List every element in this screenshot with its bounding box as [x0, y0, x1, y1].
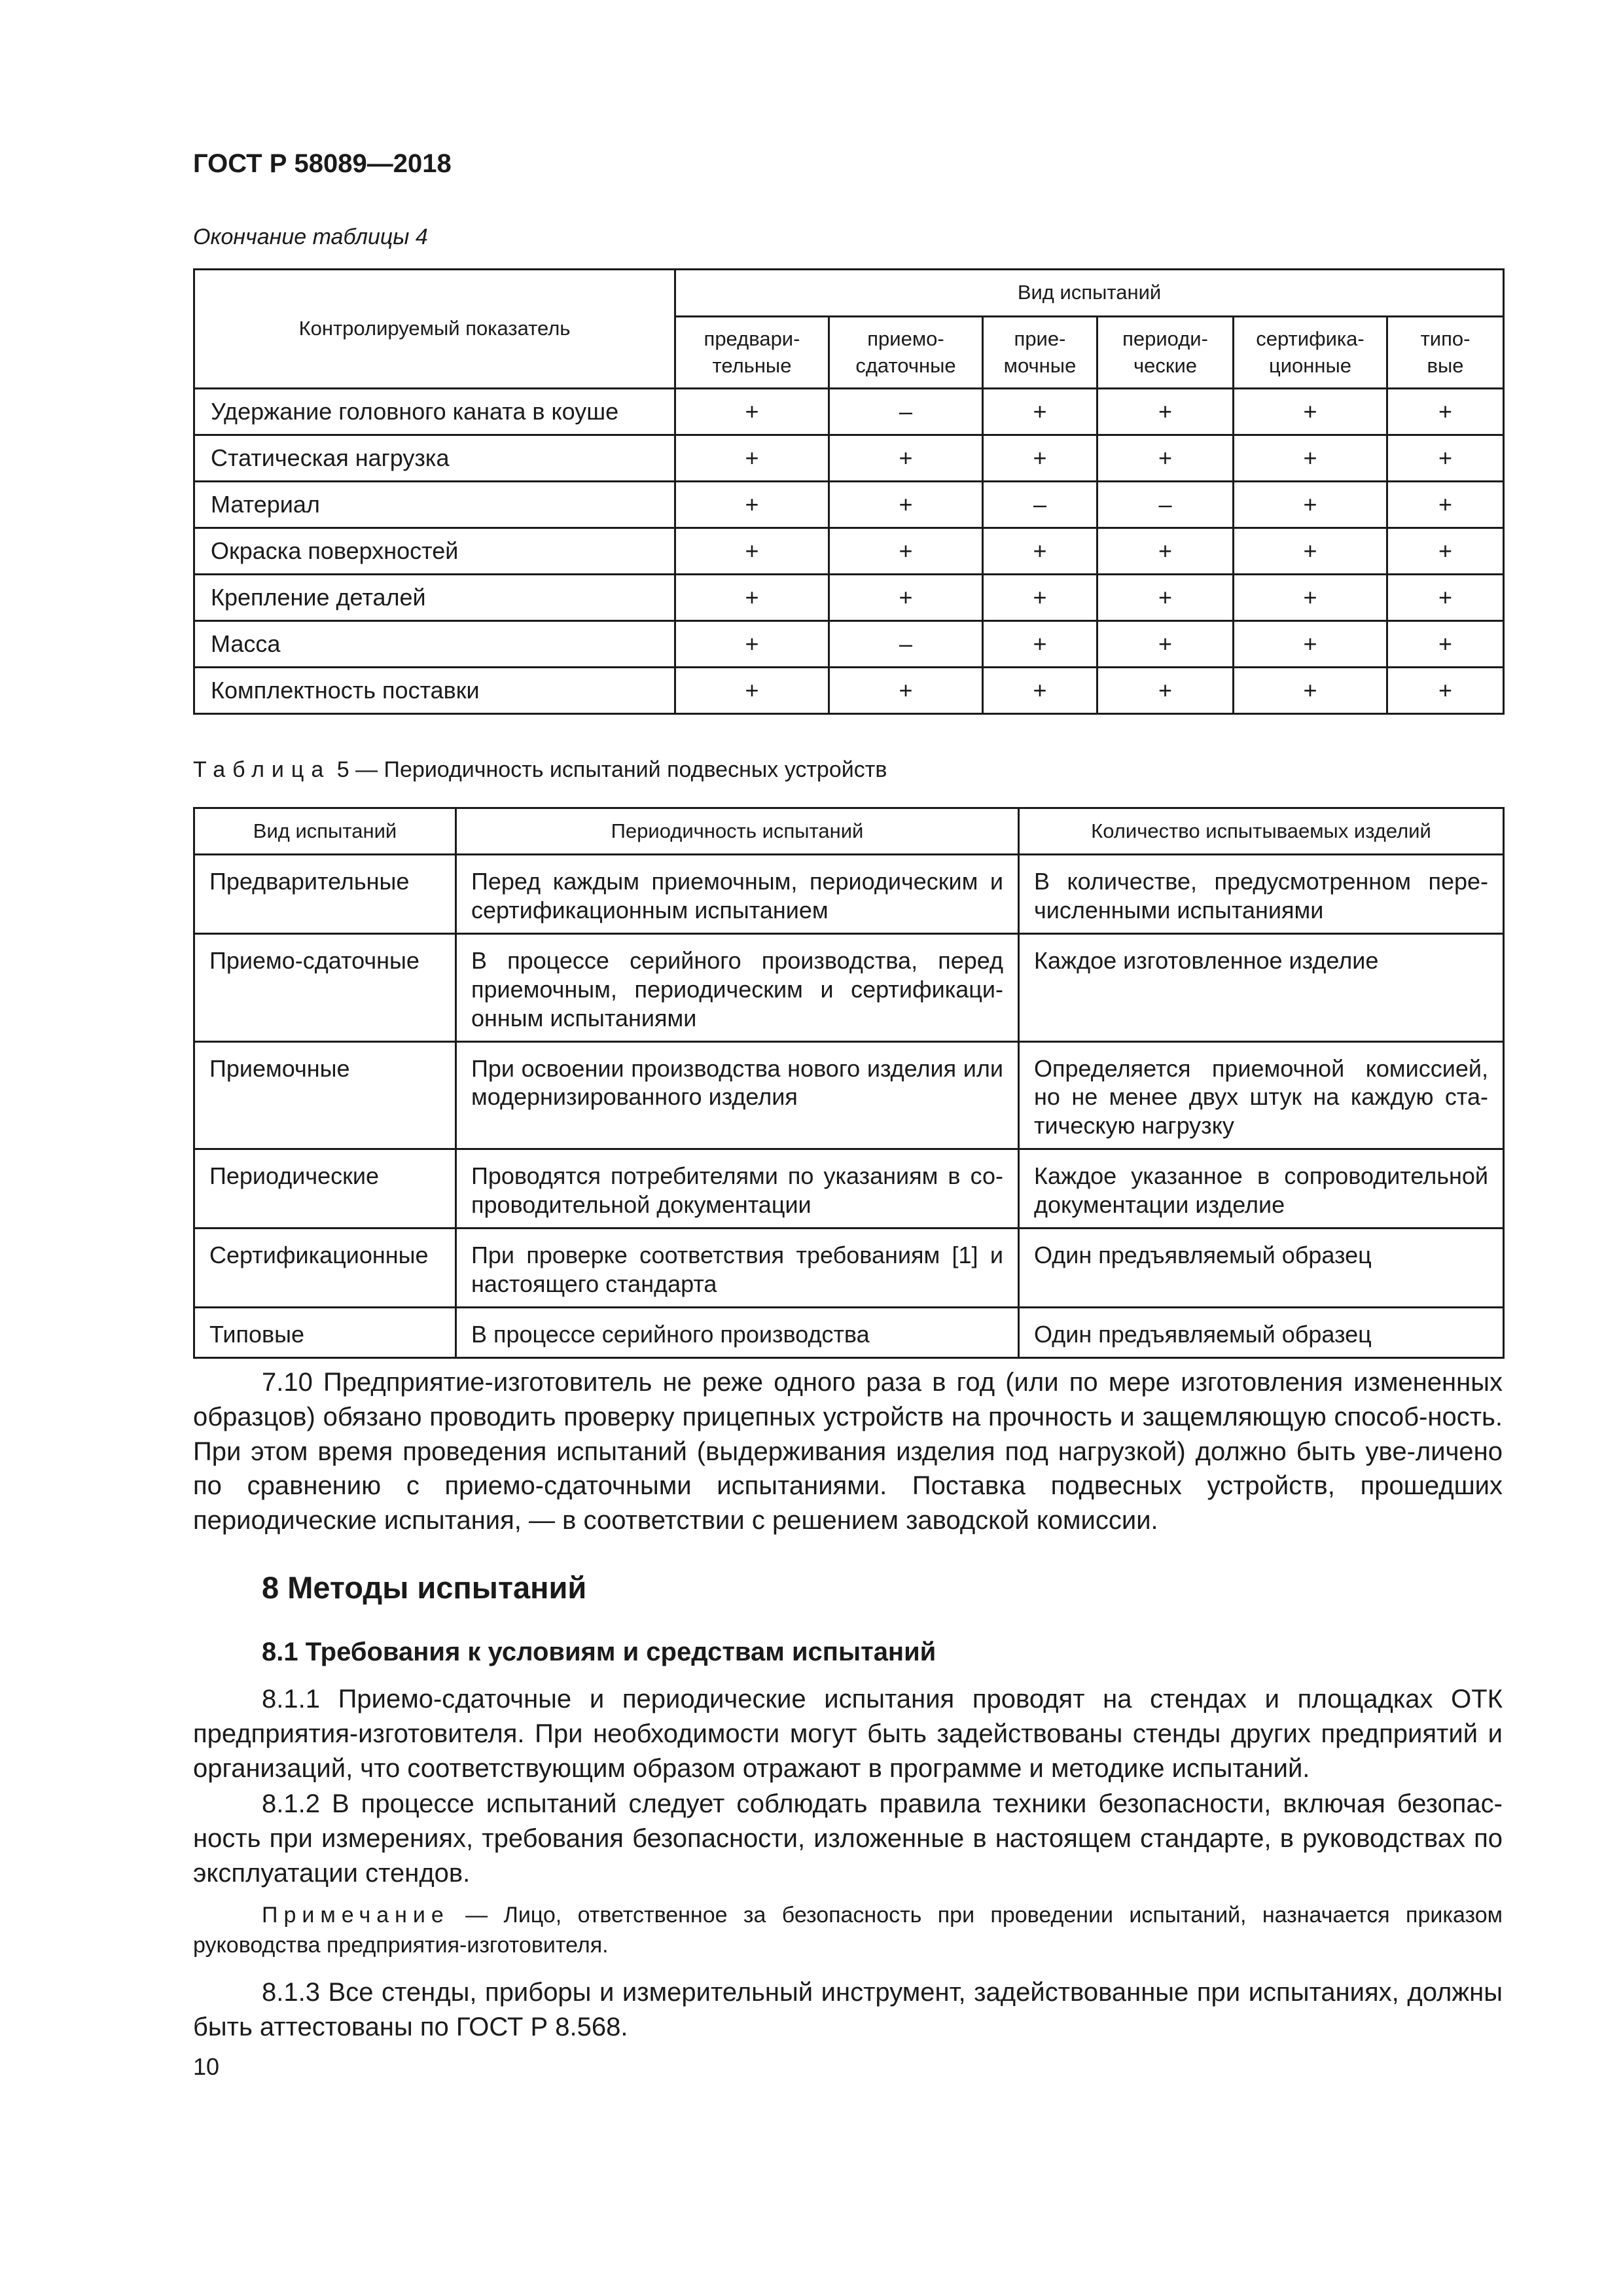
table-4: [193, 268, 1505, 715]
section-8-1-heading: 8.1 Требования к условиям и средствам испытаний: [262, 1638, 936, 1666]
table4-mark-cell: +: [829, 482, 983, 528]
table4-mark-cell: +: [1097, 621, 1234, 668]
table5-column-header: Количество испытываемых изделий: [1019, 808, 1504, 855]
table4-mark-cell: +: [1387, 575, 1504, 621]
table5-cell: При проверке соответствия требованиям [1] и настоящего стандарта: [456, 1229, 1019, 1308]
table-row: [194, 435, 1504, 482]
table4-column-header-line: тельные: [712, 353, 792, 377]
table4-mark-cell: –: [829, 621, 983, 668]
table4-mark-cell: +: [829, 435, 983, 482]
table4-column-header-line: ческие: [1133, 353, 1197, 377]
table-row: [194, 1041, 1504, 1149]
page-number: 10: [193, 2053, 220, 2080]
table4-mark-cell: +: [1387, 389, 1504, 435]
paragraph-8-1-1: 8.1.1 Приемо-сдаточные и периодические испытания проводят на стендах и площадках ОТК предприятия-изготовителя. При необходимости могут быть задействованы стенды других предприятий и организаций, что соответствующим образом отражают в программе и методике испытаний.: [193, 1685, 1503, 1783]
table4-mark-cell: +: [675, 575, 829, 621]
table4-mark-cell: +: [983, 528, 1097, 575]
table5-cell: При освоении производства нового изделия или модернизированного изделия: [456, 1041, 1019, 1149]
table4-mark-cell: +: [1234, 575, 1387, 621]
table4-mark-cell: +: [1387, 668, 1504, 714]
table4-mark-cell: +: [1387, 621, 1504, 668]
table5-cell: В процессе серийного производства: [456, 1307, 1019, 1357]
table4-mark-cell: +: [1234, 435, 1387, 482]
table4-row-label: Материал: [194, 482, 675, 528]
table4-column-header: [675, 317, 829, 389]
table4-mark-cell: +: [829, 575, 983, 621]
table4-mark-cell: +: [1234, 668, 1387, 714]
paragraph-8-1-3: 8.1.3 Все стенды, приборы и измерительный инструмент, задействованные при испытаниях, должны быть аттестованы по ГОСТ Р 8.568.: [193, 1978, 1503, 2041]
table4-mark-cell: +: [1097, 389, 1234, 435]
note-word: Примечание: [262, 1903, 450, 1928]
note: [193, 1901, 1503, 1961]
paragraph-8-1-2: 8.1.2 В процессе испытаний следует соблюдать правила техники безопасности, включая безопас-ность при измерениях, требования безопасности, изложенные в настоящем стандарте, в руководствах по эксплуатации стендов.: [193, 1789, 1503, 1888]
note-text: — Лицо, ответственное за безопасность при проведении испытаний, назначается приказом руководства предприятия-изготовителя.: [193, 1903, 1503, 1958]
table4-mark-cell: +: [983, 621, 1097, 668]
table4-group-header: Вид испытаний: [675, 270, 1504, 317]
table4-mark-cell: –: [829, 389, 983, 435]
table5-cell: Периодические: [194, 1149, 456, 1229]
table5-cell: Предварительные: [194, 855, 456, 934]
table5-cell: Типовые: [194, 1307, 456, 1357]
table4-column-header: [1387, 317, 1504, 389]
table-row: [194, 1229, 1504, 1308]
table4-mark-cell: +: [1234, 482, 1387, 528]
table4-column-header: [1234, 317, 1387, 389]
table4-mark-cell: +: [675, 668, 829, 714]
table-row: [194, 575, 1504, 621]
table-row: [194, 933, 1504, 1041]
table4-column-header-line: приемо-: [867, 327, 944, 351]
table4-column-header-line: сдаточные: [855, 353, 956, 377]
table4-mark-cell: +: [675, 389, 829, 435]
table-row: [194, 855, 1504, 934]
table-row: [194, 1149, 1504, 1229]
table-row: [194, 389, 1504, 435]
section-8-heading: 8 Методы испытаний: [262, 1570, 587, 1605]
table4-column-header-line: мочные: [1003, 353, 1077, 377]
table4-column-header-line: типо-: [1420, 327, 1471, 351]
table4-mark-cell: –: [983, 482, 1097, 528]
table4-mark-cell: +: [1234, 528, 1387, 575]
table4-column-header-line: ционные: [1268, 353, 1352, 377]
table-row: [194, 668, 1504, 714]
table4-mark-cell: +: [983, 389, 1097, 435]
table4-row-label: Комплектность поставки: [194, 668, 675, 714]
table4-column-header: [1097, 317, 1234, 389]
table4-column-header: [983, 317, 1097, 389]
table5-cell: Каждое изготовленное изделие: [1019, 933, 1504, 1041]
table4-mark-cell: +: [983, 435, 1097, 482]
table4-mark-cell: +: [675, 528, 829, 575]
table4-mark-cell: +: [675, 621, 829, 668]
table4-mark-cell: +: [1097, 668, 1234, 714]
table4-column-header-line: предвари-: [704, 327, 800, 351]
table4-mark-cell: +: [1387, 482, 1504, 528]
table4-mark-cell: +: [829, 668, 983, 714]
table4-row-label: Статическая нагрузка: [194, 435, 675, 482]
table4-mark-cell: +: [1097, 528, 1234, 575]
table5-caption-text: 5 — Периодичность испытаний подвесных устройств: [330, 757, 887, 782]
paragraph-7-10: 7.10 Предприятие-изготовитель не реже одного раза в год (или по мере изготовления измененных образцов) обязано проводить проверку прицепных устройств на прочность и защемляющую способ-ность. При этом время проведения испытаний (выдерживания изделия под нагрузкой) должно быть уве-личено по сравнению с приемо-сдаточными испытаниями. Поставка подвесных устройств, прошедших периодические испытания, — в соответствии с решением заводской комиссии.: [193, 1368, 1503, 1535]
table4-mark-cell: +: [829, 528, 983, 575]
document-header: ГОСТ Р 58089—2018: [193, 149, 452, 178]
table4-mark-cell: +: [1097, 575, 1234, 621]
table4-mark-cell: +: [675, 482, 829, 528]
table4-column-header-line: сертифика-: [1256, 327, 1364, 351]
table5-column-header: Вид испытаний: [194, 808, 456, 855]
table4-row-label: Удержание головного каната в коуше: [194, 389, 675, 435]
table4-caption: Окончание таблицы 4: [193, 224, 428, 249]
table5-cell: Проводятся потребителями по указаниям в со-проводительной документации: [456, 1149, 1019, 1229]
table5-cell: Каждое указанное в сопроводительной документации изделие: [1019, 1149, 1504, 1229]
table5-cell: Приемочные: [194, 1041, 456, 1149]
table5-cell: Сертификационные: [194, 1229, 456, 1308]
table-row: [194, 1307, 1504, 1357]
table5-cell: Один предъявляемый образец: [1019, 1307, 1504, 1357]
table4-mark-cell: +: [1234, 621, 1387, 668]
table4-row-label: Масса: [194, 621, 675, 668]
table-row: [194, 621, 1504, 668]
table4-mark-cell: +: [983, 668, 1097, 714]
table4-mark-cell: +: [1097, 435, 1234, 482]
table5-cell: Перед каждым приемочным, периодическим и сертификационным испытанием: [456, 855, 1019, 934]
table4-corner-header: Контролируемый показатель: [194, 270, 675, 389]
table4-mark-cell: +: [983, 575, 1097, 621]
table4-mark-cell: +: [1387, 435, 1504, 482]
table-row: [194, 482, 1504, 528]
table4-column-header-line: прие-: [1014, 327, 1066, 351]
table5-cell: В количестве, предусмотренном пере-численными испытаниями: [1019, 855, 1504, 934]
table5-column-header: Периодичность испытаний: [456, 808, 1019, 855]
table4-column-header: [829, 317, 983, 389]
table-5: [193, 807, 1505, 1359]
table5-caption-word: Таблица: [193, 757, 331, 782]
table4-mark-cell: –: [1097, 482, 1234, 528]
table4-column-header-line: вые: [1427, 353, 1464, 377]
table5-cell: Определяется приемочной комиссией, но не менее двух штук на каждую ста-тическую нагрузку: [1019, 1041, 1504, 1149]
table5-cell: Один предъявляемый образец: [1019, 1229, 1504, 1308]
table4-mark-cell: +: [1234, 389, 1387, 435]
table4-row-label: Крепление деталей: [194, 575, 675, 621]
table4-column-header-line: периоди-: [1122, 327, 1208, 351]
table4-mark-cell: +: [1387, 528, 1504, 575]
table5-cell: В процессе серийного производства, перед приемочным, периодическим и сертификаци-онным испытаниями: [456, 933, 1019, 1041]
table4-mark-cell: +: [675, 435, 829, 482]
table5-cell: Приемо-сдаточные: [194, 933, 456, 1041]
table5-caption: [193, 757, 887, 783]
table4-row-label: Окраска поверхностей: [194, 528, 675, 575]
table-row: [194, 528, 1504, 575]
